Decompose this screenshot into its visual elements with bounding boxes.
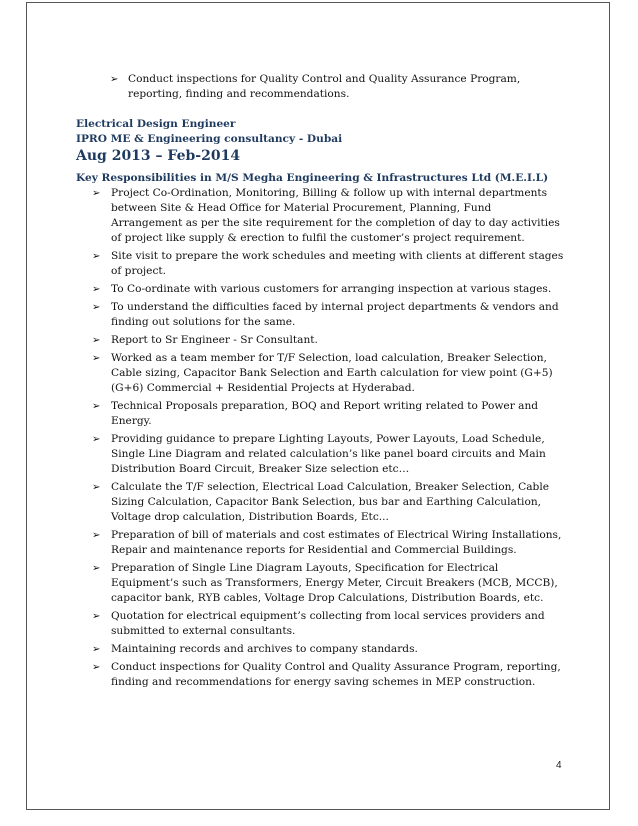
- responsibility-item: [92, 333, 564, 348]
- arrow-bullet-icon: ➢: [92, 251, 101, 262]
- responsibility-text: Worked as a team member for T/F Selection, load calculation, Breaker Selection, Cable sizing, Capacitor Bank Selection and Earth calculation for view point (G+5)(G+6) Commercial + Residential Projects at Hyderabad.: [111, 352, 553, 394]
- responsibility-item: [92, 300, 564, 330]
- responsibility-item: [92, 399, 564, 429]
- responsibility-text: Technical Proposals preparation, BOQ and Report writing related to Power and Energy.: [111, 400, 539, 427]
- responsibility-text: Quotation for electrical equipment’s collecting from local services providers and submitted to external consultants.: [111, 610, 545, 637]
- arrow-bullet-icon: ➢: [92, 611, 101, 622]
- responsibility-text: Calculate the T/F selection, Electrical Load Calculation, Breaker Selection, Cable Sizing Calculation, Capacitor Bank Selection, bus bar and Earthing Calculation, Voltage drop calculation, Distribution Boards, Etc...: [111, 481, 549, 523]
- carryover-bullet-text: Conduct inspections for Quality Control and Quality Assurance Program, reporting, finding and recommendations.: [128, 73, 521, 100]
- responsibility-item: [92, 528, 564, 558]
- responsibility-item: [92, 642, 564, 657]
- responsibilities-heading: Key Responsibilities in M/S Megha Engineering & Infrastructures Ltd (M.E.I.L): [76, 172, 549, 184]
- arrow-bullet-icon: ➢: [110, 74, 119, 85]
- arrow-bullet-icon: ➢: [92, 335, 101, 346]
- responsibility-text: Preparation of bill of materials and cost estimates of Electrical Wiring Installations, Repair and maintenance reports for Residential and Commercial Buildings.: [111, 529, 562, 556]
- arrow-bullet-icon: ➢: [92, 284, 101, 295]
- responsibility-text: Project Co-Ordination, Monitoring, Billing & follow up with internal departments between Site & Head Office for Material Procurement, Planning, Fund Arrangement as per the site requirement for the completion of day to day activities of project like supply & erection to fulfil the customer’s project requirement.: [111, 187, 560, 244]
- spacer: [76, 102, 564, 117]
- arrow-bullet-icon: ➢: [92, 662, 101, 673]
- responsibility-text: Site visit to prepare the work schedules and meeting with clients at different stages of project.: [111, 250, 564, 277]
- responsibility-text: To Co-ordinate with various customers for arranging inspection at various stages.: [111, 283, 552, 295]
- responsibility-item: [92, 660, 564, 690]
- responsibility-text: Maintaining records and archives to company standards.: [111, 643, 418, 655]
- responsibility-item: [92, 480, 564, 525]
- company-name: IPRO ME & Engineering consultancy - Dubai: [76, 133, 343, 145]
- responsibility-item: [92, 186, 564, 246]
- arrow-bullet-icon: ➢: [92, 353, 101, 364]
- carryover-bullet: [110, 72, 564, 102]
- responsibility-item: [92, 351, 564, 396]
- responsibility-item: [92, 609, 564, 639]
- arrow-bullet-icon: ➢: [92, 563, 101, 574]
- responsibility-text: Preparation of Single Line Diagram Layouts, Specification for Electrical Equipment’s such as Transformers, Energy Meter, Circuit Breakers (MCB, MCCB), capacitor bank, RYB cables, Voltage Drop Calculations, Distribution Boards, etc.: [111, 562, 558, 604]
- arrow-bullet-icon: ➢: [92, 434, 101, 445]
- responsibility-item: [92, 249, 564, 279]
- responsibility-text: To understand the difficulties faced by internal project departments & vendors and finding out solutions for the same.: [111, 301, 559, 328]
- arrow-bullet-icon: ➢: [92, 530, 101, 541]
- responsibility-text: Providing guidance to prepare Lighting Layouts, Power Layouts, Load Schedule, Single Line Diagram and related calculation’s like panel board circuits and Main Distribution Board Circuit, Breaker Size selection etc…: [111, 433, 546, 475]
- arrow-bullet-icon: ➢: [92, 482, 101, 493]
- arrow-bullet-icon: ➢: [92, 401, 101, 412]
- arrow-bullet-icon: ➢: [92, 302, 101, 313]
- responsibilities-list: [76, 186, 564, 690]
- arrow-bullet-icon: ➢: [92, 188, 101, 199]
- responsibility-text: Report to Sr Engineer - Sr Consultant.: [111, 334, 318, 346]
- job-title: Electrical Design Engineer: [76, 118, 236, 130]
- employment-dates: Aug 2013 – Feb-2014: [76, 148, 241, 164]
- responsibility-item: [92, 282, 564, 297]
- document-body: [76, 72, 564, 693]
- responsibility-item: [92, 561, 564, 606]
- arrow-bullet-icon: ➢: [92, 644, 101, 655]
- responsibility-text: Conduct inspections for Quality Control and Quality Assurance Program, reporting, finding and recommendations for energy saving schemes in MEP construction.: [111, 661, 561, 688]
- page-number: 4: [556, 760, 562, 771]
- responsibility-item: [92, 432, 564, 477]
